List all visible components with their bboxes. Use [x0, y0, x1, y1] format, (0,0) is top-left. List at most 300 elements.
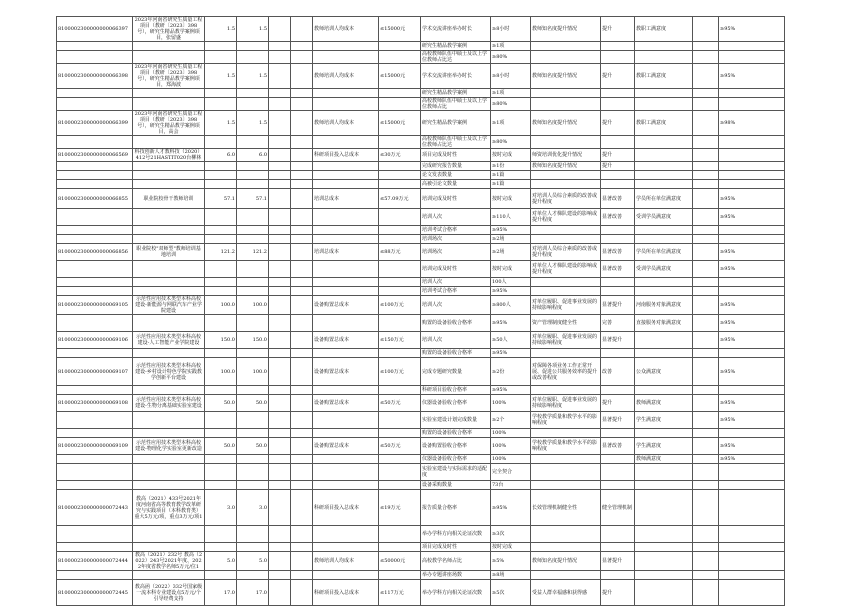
benefit-indicator-cell: 对单位履职、促进事业发展的持续影响程度: [531, 332, 601, 349]
budget-total-cell: [205, 89, 237, 98]
table-row: [57, 17, 785, 42]
output-target-cell: 100%: [491, 429, 531, 438]
cost-target-cell: ≤15000元: [379, 111, 421, 136]
budget-fiscal-cell: [237, 429, 269, 438]
cost-target-cell: [379, 42, 421, 51]
project-code-cell: [57, 464, 133, 481]
output-indicator-cell: 科研项目验收合格率: [421, 386, 491, 395]
project-name-cell: 教高函（2022）332号国家级一流本科专业建设点5万元/个引导经费支持: [133, 580, 205, 606]
benefit-indicator-cell: [531, 42, 601, 51]
table-row: [57, 226, 785, 235]
output-target-cell: ≥110人: [491, 209, 531, 226]
benefit-indicator-cell: 受益人群幸福感和获得感: [531, 580, 601, 606]
cost-target-cell: ≤15000元: [379, 64, 421, 89]
satisfaction-target-cell: [719, 149, 785, 162]
satisfaction-extra-cell: [693, 244, 719, 261]
benefit-indicator-cell: [531, 481, 601, 490]
cost-target-cell: [379, 386, 421, 395]
funds-other-cell: [269, 543, 291, 552]
budget-fiscal-cell: [237, 209, 269, 226]
satisfaction-indicator-cell: 学生满意度: [635, 412, 693, 429]
cost-indicator-cell: [313, 315, 379, 332]
budget-total-cell: [205, 526, 237, 543]
output-target-cell: 按时完成: [491, 189, 531, 209]
benefit-target-cell: [601, 287, 635, 296]
satisfaction-target-cell: ≥95%: [719, 412, 785, 429]
cost-indicator-cell: [313, 171, 379, 180]
satisfaction-extra-cell: [693, 261, 719, 278]
satisfaction-indicator-cell: 教职工满意度: [635, 111, 693, 136]
funds-other-cell: [269, 149, 291, 162]
satisfaction-extra-cell: [693, 543, 719, 552]
satisfaction-extra-cell: [693, 429, 719, 438]
funds-self-cell: [291, 171, 313, 180]
output-indicator-cell: 实验室建设与实际需求的适配度: [421, 464, 491, 481]
budget-fiscal-cell: [237, 261, 269, 278]
satisfaction-extra-cell: [693, 455, 719, 464]
output-indicator-cell: 购置的设备验收合格率: [421, 349, 491, 358]
cost-target-cell: [379, 136, 421, 149]
benefit-indicator-cell: 对单位人才梯队建设的影响或提升程度: [531, 261, 601, 278]
funds-self-cell: [291, 464, 313, 481]
table-row: [57, 64, 785, 89]
cost-target-cell: [379, 180, 421, 189]
benefit-indicator-cell: [531, 543, 601, 552]
funds-self-cell: [291, 261, 313, 278]
project-code-cell: 8100002300000000066398: [57, 64, 133, 89]
output-indicator-cell: 设备采购数量: [421, 481, 491, 490]
funds-self-cell: [291, 209, 313, 226]
funds-self-cell: [291, 64, 313, 89]
funds-self-cell: [291, 571, 313, 580]
project-name-cell: [133, 226, 205, 235]
benefit-target-cell: [601, 349, 635, 358]
satisfaction-target-cell: [719, 481, 785, 490]
project-code-cell: 8100002300000000066856: [57, 244, 133, 261]
satisfaction-extra-cell: [693, 226, 719, 235]
funds-other-cell: [269, 464, 291, 481]
funds-other-cell: [269, 162, 291, 171]
project-code-cell: [57, 162, 133, 171]
cost-indicator-cell: [313, 235, 379, 244]
benefit-target-cell: 显著提升: [601, 296, 635, 315]
cost-target-cell: ≤50万元: [379, 438, 421, 455]
project-code-cell: [57, 98, 133, 111]
satisfaction-indicator-cell: [635, 171, 693, 180]
satisfaction-target-cell: [719, 42, 785, 51]
project-code-cell: [57, 261, 133, 278]
satisfaction-extra-cell: [693, 180, 719, 189]
cost-target-cell: [379, 51, 421, 64]
budget-fiscal-cell: 3.0: [237, 490, 269, 526]
output-indicator-cell: 培训人次: [421, 332, 491, 349]
table-row: [57, 332, 785, 349]
budget-fiscal-cell: [237, 226, 269, 235]
benefit-target-cell: [601, 464, 635, 481]
table-row: [57, 209, 785, 226]
satisfaction-extra-cell: [693, 526, 719, 543]
satisfaction-extra-cell: [693, 296, 719, 315]
output-target-cell: ≥95%: [491, 490, 531, 526]
budget-total-cell: [205, 171, 237, 180]
table-row: [57, 189, 785, 209]
project-name-cell: [133, 412, 205, 429]
cost-indicator-cell: 科研项目投入总成本: [313, 149, 379, 162]
cost-target-cell: ≤30万元: [379, 149, 421, 162]
budget-total-cell: [205, 349, 237, 358]
benefit-indicator-cell: 教师知名度提升情况: [531, 17, 601, 42]
funds-self-cell: [291, 296, 313, 315]
funds-self-cell: [291, 189, 313, 209]
funds-other-cell: [269, 315, 291, 332]
satisfaction-extra-cell: [693, 438, 719, 455]
benefit-target-cell: [601, 571, 635, 580]
satisfaction-extra-cell: [693, 235, 719, 244]
budget-fiscal-cell: 100.0: [237, 296, 269, 315]
benefit-indicator-cell: [531, 429, 601, 438]
satisfaction-extra-cell: [693, 287, 719, 296]
project-name-cell: [133, 455, 205, 464]
budget-fiscal-cell: 121.2: [237, 244, 269, 261]
benefit-indicator-cell: 对培训人员综合素质的改善或提升程度: [531, 244, 601, 261]
satisfaction-extra-cell: [693, 51, 719, 64]
cost-target-cell: [379, 429, 421, 438]
budget-fiscal-cell: 1.5: [237, 64, 269, 89]
benefit-indicator-cell: 对培训人员综合素质的改善或提升程度: [531, 189, 601, 209]
budget-fiscal-cell: [237, 42, 269, 51]
project-name-cell: [133, 235, 205, 244]
satisfaction-indicator-cell: [635, 226, 693, 235]
output-indicator-cell: 培训场次: [421, 235, 491, 244]
budget-fiscal-cell: [237, 526, 269, 543]
funds-self-cell: [291, 455, 313, 464]
cost-indicator-cell: 设备购置总成本: [313, 296, 379, 315]
satisfaction-extra-cell: [693, 481, 719, 490]
cost-target-cell: [379, 98, 421, 111]
funds-other-cell: [269, 171, 291, 180]
budget-fiscal-cell: 150.0: [237, 332, 269, 349]
funds-self-cell: [291, 552, 313, 571]
cost-indicator-cell: [313, 278, 379, 287]
output-indicator-cell: 购置的设备验收合格率: [421, 315, 491, 332]
satisfaction-indicator-cell: [635, 386, 693, 395]
budget-fiscal-cell: [237, 235, 269, 244]
table-row: [57, 149, 785, 162]
budget-fiscal-cell: [237, 349, 269, 358]
budget-total-cell: [205, 278, 237, 287]
satisfaction-extra-cell: [693, 278, 719, 287]
output-indicator-cell: 举办专题讲座场数: [421, 571, 491, 580]
benefit-indicator-cell: [531, 235, 601, 244]
satisfaction-extra-cell: [693, 209, 719, 226]
cost-indicator-cell: [313, 412, 379, 429]
funds-self-cell: [291, 526, 313, 543]
benefit-target-cell: [601, 278, 635, 287]
funds-other-cell: [269, 261, 291, 278]
project-name-cell: [133, 136, 205, 149]
benefit-indicator-cell: 师资培训优化提升情况: [531, 149, 601, 162]
cost-target-cell: ≤150万元: [379, 332, 421, 349]
satisfaction-indicator-cell: [635, 287, 693, 296]
project-name-cell: 示范性应用技术类型本科高校建设-乡村设计特色学院实践教学创新平台建设: [133, 358, 205, 386]
output-target-cell: 100人: [491, 278, 531, 287]
budget-total-cell: 3.0: [205, 490, 237, 526]
satisfaction-target-cell: [719, 287, 785, 296]
benefit-indicator-cell: 学校教学质量和教学水平的影响程度: [531, 412, 601, 429]
budget-total-cell: [205, 287, 237, 296]
output-target-cell: ≥1篇: [491, 180, 531, 189]
funds-other-cell: [269, 244, 291, 261]
funds-self-cell: [291, 490, 313, 526]
output-indicator-cell: 培训人次: [421, 296, 491, 315]
cost-indicator-cell: [313, 481, 379, 490]
project-code-cell: [57, 136, 133, 149]
output-target-cell: 按时完成: [491, 149, 531, 162]
benefit-target-cell: [601, 51, 635, 64]
table-row: [57, 526, 785, 543]
budget-total-cell: 1.5: [205, 17, 237, 42]
benefit-indicator-cell: [531, 136, 601, 149]
output-target-cell: ≥1项: [491, 111, 531, 136]
project-name-cell: [133, 162, 205, 171]
budget-total-cell: [205, 226, 237, 235]
output-target-cell: ≥95%: [491, 226, 531, 235]
satisfaction-target-cell: [719, 349, 785, 358]
satisfaction-target-cell: ≥95%: [719, 296, 785, 315]
funds-self-cell: [291, 17, 313, 42]
cost-indicator-cell: 教师培训人均成本: [313, 552, 379, 571]
funds-other-cell: [269, 438, 291, 455]
benefit-indicator-cell: 教师知名度提升情况: [531, 111, 601, 136]
satisfaction-target-cell: [719, 89, 785, 98]
budget-fiscal-cell: 1.5: [237, 111, 269, 136]
table-row: [57, 455, 785, 464]
funds-other-cell: [269, 278, 291, 287]
satisfaction-extra-cell: [693, 571, 719, 580]
table-row: [57, 51, 785, 64]
output-target-cell: ≥2个: [491, 412, 531, 429]
satisfaction-target-cell: [719, 171, 785, 180]
output-indicator-cell: 高被引论文数量: [421, 180, 491, 189]
satisfaction-target-cell: [719, 571, 785, 580]
satisfaction-target-cell: [719, 136, 785, 149]
satisfaction-target-cell: [719, 490, 785, 526]
satisfaction-extra-cell: [693, 332, 719, 349]
funds-other-cell: [269, 136, 291, 149]
benefit-target-cell: 完善: [601, 315, 635, 332]
performance-target-table: [56, 16, 785, 606]
project-code-cell: [57, 171, 133, 180]
output-indicator-cell: 举办学科方向相关论证次数: [421, 526, 491, 543]
funds-self-cell: [291, 481, 313, 490]
cost-target-cell: ≤117万元: [379, 580, 421, 606]
budget-total-cell: 57.1: [205, 189, 237, 209]
benefit-indicator-cell: [531, 455, 601, 464]
output-target-cell: 73台: [491, 481, 531, 490]
cost-indicator-cell: [313, 526, 379, 543]
budget-total-cell: [205, 481, 237, 490]
output-indicator-cell: 学术交流讲座举办时长: [421, 17, 491, 42]
output-indicator-cell: 完成专题研究数量: [421, 358, 491, 386]
satisfaction-target-cell: [719, 429, 785, 438]
cost-indicator-cell: 设备购置总成本: [313, 438, 379, 455]
benefit-target-cell: 提升: [601, 17, 635, 42]
satisfaction-indicator-cell: [635, 571, 693, 580]
output-indicator-cell: 仪器设备验收合格率: [421, 395, 491, 412]
output-indicator-cell: 培训人次: [421, 209, 491, 226]
cost-indicator-cell: [313, 42, 379, 51]
output-indicator-cell: 培训场次: [421, 244, 491, 261]
satisfaction-extra-cell: [693, 42, 719, 51]
table-row: [57, 481, 785, 490]
budget-fiscal-cell: [237, 89, 269, 98]
project-name-cell: [133, 98, 205, 111]
budget-total-cell: [205, 571, 237, 580]
project-code-cell: [57, 412, 133, 429]
table-row: [57, 287, 785, 296]
satisfaction-indicator-cell: 河南服务对象满意度: [635, 296, 693, 315]
satisfaction-target-cell: ≥95%: [719, 209, 785, 226]
benefit-indicator-cell: 教师知名度提升情况: [531, 64, 601, 89]
benefit-target-cell: [601, 98, 635, 111]
satisfaction-indicator-cell: [635, 89, 693, 98]
project-code-cell: [57, 226, 133, 235]
funds-self-cell: [291, 386, 313, 395]
budget-fiscal-cell: 1.5: [237, 17, 269, 42]
output-indicator-cell: 实验室建设计划完成数量: [421, 412, 491, 429]
satisfaction-target-cell: [719, 235, 785, 244]
output-target-cell: ≥1项: [491, 89, 531, 98]
project-name-cell: [133, 42, 205, 51]
satisfaction-indicator-cell: 学员所在单位满意度: [635, 189, 693, 209]
benefit-target-cell: 显著提升: [601, 552, 635, 571]
project-name-cell: [133, 543, 205, 552]
satisfaction-target-cell: ≥95%: [719, 315, 785, 332]
table-row: [57, 111, 785, 136]
benefit-indicator-cell: 对单位人才梯队建设的影响或提升程度: [531, 209, 601, 226]
satisfaction-indicator-cell: 教职工满意度: [635, 17, 693, 42]
benefit-indicator-cell: [531, 526, 601, 543]
project-name-cell: [133, 315, 205, 332]
satisfaction-indicator-cell: [635, 278, 693, 287]
budget-total-cell: [205, 429, 237, 438]
budget-total-cell: [205, 180, 237, 189]
budget-total-cell: 1.5: [205, 64, 237, 89]
output-target-cell: ≥5%: [491, 552, 531, 571]
project-name-cell: [133, 571, 205, 580]
cost-target-cell: ≤100万元: [379, 296, 421, 315]
project-code-cell: [57, 278, 133, 287]
output-indicator-cell: 研究生精品教学案例: [421, 89, 491, 98]
satisfaction-extra-cell: [693, 412, 719, 429]
output-target-cell: 完全契合: [491, 464, 531, 481]
budget-total-cell: [205, 162, 237, 171]
budget-total-cell: 150.0: [205, 332, 237, 349]
project-name-cell: [133, 481, 205, 490]
cost-target-cell: [379, 481, 421, 490]
satisfaction-target-cell: ≥95%: [719, 358, 785, 386]
project-name-cell: 示范性应用技术类型本科高校建设-生物分离基础实验室建设: [133, 395, 205, 412]
satisfaction-extra-cell: [693, 111, 719, 136]
table-row: [57, 278, 785, 287]
budget-fiscal-cell: 100.0: [237, 358, 269, 386]
benefit-target-cell: [601, 136, 635, 149]
table-row: [57, 412, 785, 429]
table-row: [57, 552, 785, 571]
output-target-cell: ≥2场: [491, 244, 531, 261]
project-name-cell: 2023年河南省研究生质量工程项目（教研〔2023〕398号），研究生精品教学案例项目，张留盛: [133, 17, 205, 42]
cost-target-cell: [379, 287, 421, 296]
funds-other-cell: [269, 42, 291, 51]
satisfaction-indicator-cell: 直接服务对象满意度: [635, 315, 693, 332]
project-code-cell: 8100002300000000069108: [57, 395, 133, 412]
funds-other-cell: [269, 189, 291, 209]
cost-indicator-cell: [313, 209, 379, 226]
funds-self-cell: [291, 244, 313, 261]
satisfaction-target-cell: ≥95%: [719, 395, 785, 412]
project-name-cell: 科技创新人才教科技（2020）412号21HASTIT020台柳林: [133, 149, 205, 162]
funds-other-cell: [269, 481, 291, 490]
project-name-cell: [133, 349, 205, 358]
output-target-cell: ≥95%: [491, 315, 531, 332]
cost-indicator-cell: 设备购置总成本: [313, 332, 379, 349]
project-name-cell: [133, 278, 205, 287]
satisfaction-extra-cell: [693, 98, 719, 111]
budget-total-cell: [205, 455, 237, 464]
project-name-cell: [133, 429, 205, 438]
benefit-target-cell: [601, 543, 635, 552]
table-row: [57, 235, 785, 244]
project-name-cell: 教高（2021）232号 教高（2022）243号2021年度、2022年度省教学名师5万元/位1: [133, 552, 205, 571]
satisfaction-target-cell: ≥95%: [719, 455, 785, 464]
project-name-cell: 示范性应用技术类型本科高校建设-新能源与网联汽车产业学院建设: [133, 296, 205, 315]
funds-other-cell: [269, 571, 291, 580]
funds-other-cell: [269, 358, 291, 386]
cost-indicator-cell: 设备购置总成本: [313, 395, 379, 412]
satisfaction-indicator-cell: [635, 349, 693, 358]
cost-indicator-cell: [313, 226, 379, 235]
project-code-cell: 8100002300000000069107: [57, 358, 133, 386]
cost-indicator-cell: 教师培训人均成本: [313, 17, 379, 42]
cost-indicator-cell: [313, 136, 379, 149]
project-code-cell: [57, 349, 133, 358]
output-target-cell: ≥3次: [491, 526, 531, 543]
budget-fiscal-cell: [237, 571, 269, 580]
funds-other-cell: [269, 235, 291, 244]
output-target-cell: ≥80%: [491, 136, 531, 149]
cost-target-cell: ≤50000元: [379, 552, 421, 571]
benefit-indicator-cell: [531, 180, 601, 189]
funds-self-cell: [291, 543, 313, 552]
cost-target-cell: [379, 571, 421, 580]
budget-total-cell: [205, 51, 237, 64]
project-code-cell: 8100002300000000069109: [57, 438, 133, 455]
benefit-indicator-cell: [531, 89, 601, 98]
output-target-cell: 100%: [491, 438, 531, 455]
benefit-target-cell: 显著改善: [601, 209, 635, 226]
output-indicator-cell: 高校教学名师占比: [421, 552, 491, 571]
funds-other-cell: [269, 526, 291, 543]
output-indicator-cell: 项目完成及时性: [421, 543, 491, 552]
satisfaction-extra-cell: [693, 64, 719, 89]
benefit-target-cell: [601, 526, 635, 543]
cost-target-cell: [379, 543, 421, 552]
table-row: [57, 490, 785, 526]
satisfaction-indicator-cell: [635, 235, 693, 244]
funds-self-cell: [291, 438, 313, 455]
project-code-cell: 8100002300000000066855: [57, 189, 133, 209]
output-target-cell: ≥1篇: [491, 171, 531, 180]
